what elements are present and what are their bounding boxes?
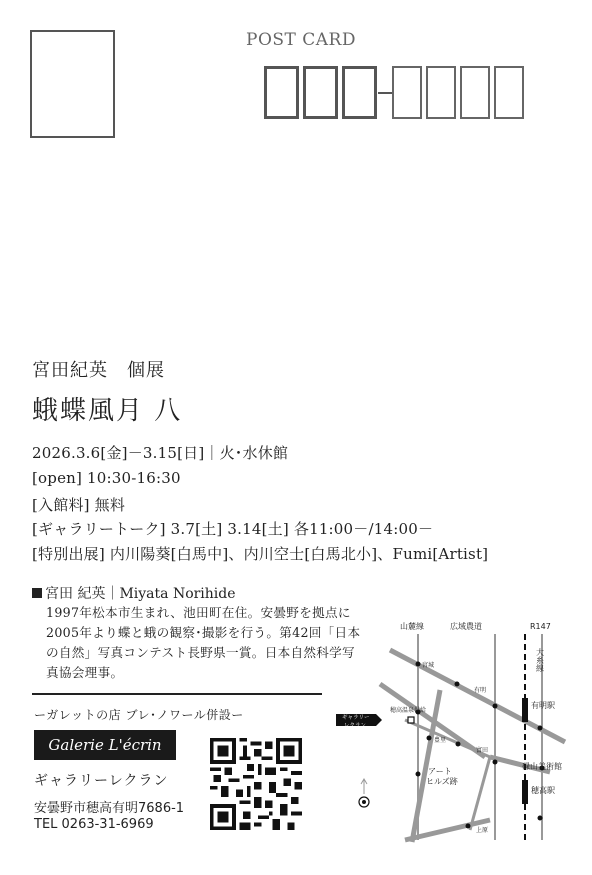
open-hours: [open] 10:30-16:30 — [32, 469, 181, 487]
artist-heading — [32, 583, 236, 603]
map-museum: 碌山美術館 — [522, 762, 562, 771]
special-exhibit: [特別出展] 内川陽葵[白馬中]、内川空士[白馬北小]、Fumi[Artist] — [32, 545, 489, 563]
gallery-address: 安曇野市穂高有明7686-1 — [34, 801, 185, 816]
artist-name: 宮田 紀英｜Miyata Norihide — [45, 586, 236, 602]
zip-dash — [378, 92, 392, 94]
zip-box-6 — [460, 66, 490, 119]
access-map — [342, 612, 590, 852]
square-bullet-icon — [32, 588, 42, 598]
gallery-logo-text: Galerie L'écrin — [48, 736, 162, 754]
zip-box-3 — [342, 66, 377, 119]
gallery-tel: TEL 0263-31-6969 — [34, 817, 154, 832]
shop-tagline: ーガレットの店 ブレ･ノワール併設ー — [34, 708, 244, 722]
map-gallery: ギャラリー — [342, 715, 370, 721]
artist-bio: 1997年松本市生まれ、池田町在住。安曇野を拠点に2005年より蝶と蛾の観察･撮影を行う。第42回「日本の自然」写真コンテスト長野県一賞。日本自然科学写真協会理事。 — [46, 605, 361, 680]
qr-code[interactable] — [210, 738, 302, 830]
map-tomita: 富田 — [476, 747, 489, 754]
gallery-talk: [ギャラリートーク] 3.7[土] 3.14[土] 各11:00－/14:00－ — [32, 520, 434, 538]
stamp-box — [30, 30, 115, 138]
gallery-name: ギャラリーレクラン — [34, 773, 169, 789]
gallery-logo — [34, 730, 176, 760]
map-art: アート — [428, 767, 452, 776]
exhibition-title: 蛾蝶風月 八 — [32, 396, 183, 426]
map-road-sanroku: 山麓線 — [400, 622, 424, 631]
zip-box-7 — [494, 66, 524, 119]
map-road-r147: R147 — [530, 622, 551, 631]
map-haruki: 豊里 — [434, 737, 447, 744]
divider — [32, 693, 322, 695]
postcard-label: POST CARD — [246, 30, 356, 50]
zip-box-4 — [392, 66, 422, 119]
map-kamihara: 上原 — [476, 827, 489, 834]
zip-box-1 — [264, 66, 299, 119]
map-rail: 大糸線 — [535, 648, 545, 672]
exhibition-dates: 2026.3.6[金]－3.15[日]｜火･水休館 — [32, 444, 289, 462]
map-road-kouiki: 広域農道 — [450, 622, 482, 631]
zip-box-2 — [303, 66, 338, 119]
map-gallery2: レクラン — [344, 723, 366, 729]
map-onsen: 穂高温泉供給 — [390, 707, 427, 714]
map-station-ariake: 有明駅 — [531, 701, 555, 710]
map-miyagi: 宮城 — [422, 662, 435, 669]
exhibition-subtitle: 宮田紀英 個展 — [32, 360, 165, 381]
map-station-hotaka: 穂高駅 — [531, 786, 555, 795]
map-ariake: 有明 — [474, 687, 487, 694]
zip-box-5 — [426, 66, 456, 119]
admission: [入館料] 無料 — [32, 496, 126, 514]
map-hills: ヒルズ跡 — [426, 777, 458, 786]
